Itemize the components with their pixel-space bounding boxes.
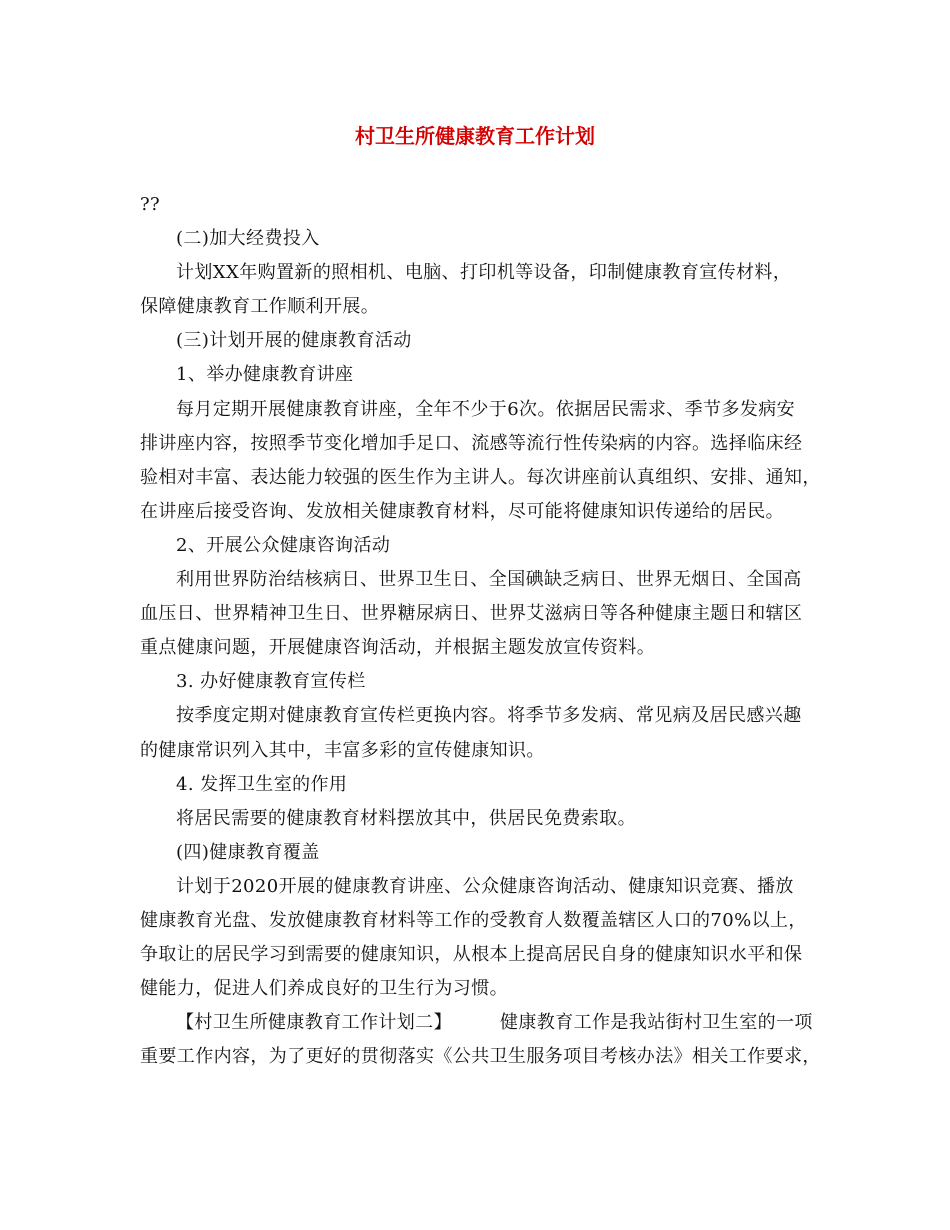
document-body xyxy=(140,188,830,1074)
section-heading: (二)加大经费投入 xyxy=(176,228,320,250)
paragraph-line: 验相对丰富、表达能力较强的医生作为主讲人。每次讲座前认真组织、安排、通知， xyxy=(140,466,821,488)
paragraph-line: 在讲座后接受咨询、发放相关健康教育材料，尽可能将健康知识传递给的居民。 xyxy=(140,500,784,522)
paragraph-line: 健能力，促进人们养成良好的卫生行为习惯。 xyxy=(140,978,508,1000)
subsection-heading: 3. 办好健康教育宣传栏 xyxy=(176,671,366,693)
paragraph-line: 健康教育光盘、发放健康教育材料等工作的受教育人数覆盖辖区人口的70%以上， xyxy=(140,909,807,931)
paragraph-line: 保障健康教育工作顺利开展。 xyxy=(140,296,380,318)
section-heading: (四)健康教育覆盖 xyxy=(176,841,320,863)
paragraph-line: 按季度定期对健康教育宣传栏更换内容。将季节多发病、常见病及居民感兴趣 xyxy=(176,705,802,727)
plan-two-intro: 健康教育工作是我站街村卫生室的一项 xyxy=(500,1012,813,1034)
paragraph-line: 计划于2020开展的健康教育讲座、公众健康咨询活动、健康知识竞赛、播放 xyxy=(176,875,794,897)
paragraph-line xyxy=(140,1006,830,1040)
paragraph-line: 的健康常识列入其中，丰富多彩的宣传健康知识。 xyxy=(140,739,545,761)
document-title: 村卫生所健康教育工作计划 xyxy=(355,124,595,148)
paragraph-line: 血压日、世界精神卫生日、世界糖尿病日、世界艾滋病日等各种健康主题日和辖区 xyxy=(140,603,803,625)
paragraph-line: 重要工作内容，为了更好的贯彻落实《公共卫生服务项目考核办法》相关工作要求， xyxy=(140,1046,821,1068)
paragraph-line: 排讲座内容，按照季节变化增加手足口、流感等流行性传染病的内容。选择临床经 xyxy=(140,432,803,454)
plan-two-heading: 【村卫生所健康教育工作计划二】 xyxy=(176,1012,452,1034)
subsection-heading: 1、举办健康教育讲座 xyxy=(176,364,354,386)
text-line: ?? xyxy=(140,194,161,215)
paragraph-line: 每月定期开展健康教育讲座，全年不少于6次。依据居民需求、季节多发病安 xyxy=(176,398,796,420)
paragraph-line: 利用世界防治结核病日、世界卫生日、全国碘缺乏病日、世界无烟日、全国高 xyxy=(176,569,802,591)
paragraph-line: 将居民需要的健康教育材料摆放其中，供居民免费索取。 xyxy=(176,807,636,829)
paragraph-line: 争取让的居民学习到需要的健康知识，从根本上提高居民自身的健康知识水平和保 xyxy=(140,944,803,966)
section-heading: (三)计划开展的健康教育活动 xyxy=(176,330,412,352)
subsection-heading: 4. 发挥卫生室的作用 xyxy=(176,773,348,795)
subsection-heading: 2、开展公众健康咨询活动 xyxy=(176,534,391,556)
paragraph-line: 重点健康问题，开展健康咨询活动，并根据主题发放宣传资料。 xyxy=(140,637,656,659)
paragraph-line: 计划XX年购置新的照相机、电脑、打印机等设备，印制健康教育宣传材料， xyxy=(176,262,792,284)
